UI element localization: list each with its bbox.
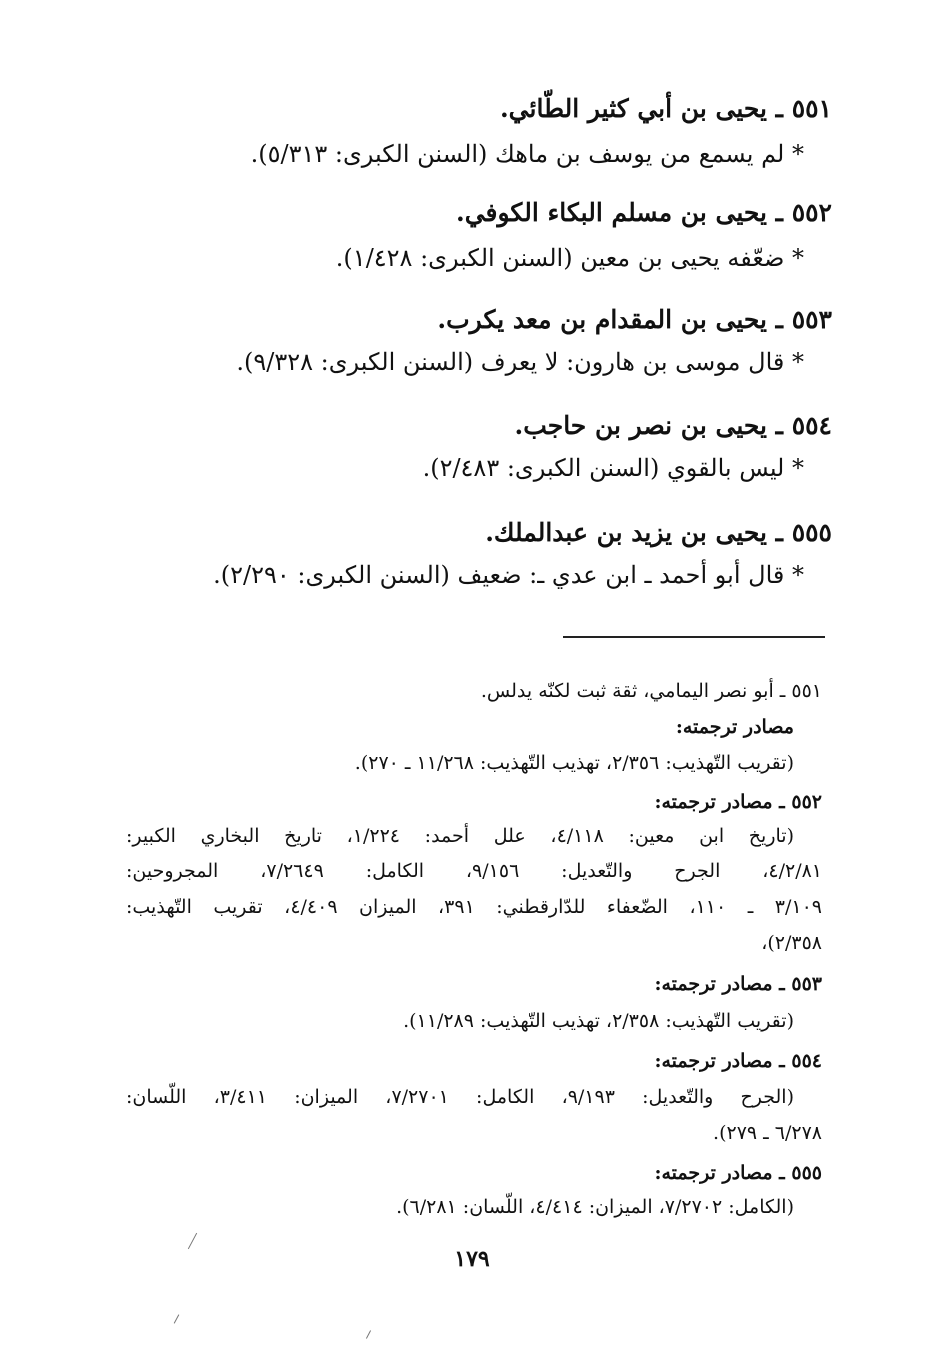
entry-note-555: * قال أبو أحمد ـ ابن عدي ـ: ضعيف (السنن الكبرى: ٢/٢٩٠). bbox=[213, 561, 804, 589]
footnote-551-sources-heading: مصادر ترجمته: bbox=[675, 716, 794, 738]
footnote-551-sources: (تقريب التّهذيب: ٢/٣٥٦، تهذيب التّهذيب: ١١/٢٦٨ ـ ٢٧٠). bbox=[354, 752, 794, 774]
footnote-552-line-1: (تاريخ ابن معين: ٤/١١٨، علل أحمد: ١/٢٢٤، تاريخ البخاري الكبير: bbox=[126, 825, 795, 847]
entry-note-554: * ليس بالقوي (السنن الكبرى: ٢/٤٨٣). bbox=[422, 454, 804, 482]
scan-mark bbox=[174, 1314, 180, 1323]
page-number: ١٧٩ bbox=[454, 1246, 490, 1272]
footnote-554-line-1: (الجرح والتّعديل: ٩/١٩٣، الكامل: ٧/٢٧٠١، الميزان: ٣/٤١١، اللّسان: bbox=[126, 1086, 794, 1108]
entry-note-552: * ضعّفه يحيى بن معين (السنن الكبرى: ١/٤٢٨). bbox=[335, 244, 804, 272]
entry-title-551: ٥٥١ ـ يحيى بن أبي كثير الطّائي. bbox=[499, 94, 832, 123]
footnote-554-heading: ٥٥٤ ـ مصادر ترجمته: bbox=[654, 1050, 822, 1072]
scan-mark bbox=[366, 1330, 371, 1338]
footnote-551-description: ٥٥١ ـ أبو نصر اليمامي، ثقة ثبت لكنّه يدلس. bbox=[480, 680, 822, 702]
footnote-552-heading: ٥٥٢ ـ مصادر ترجمته: bbox=[654, 791, 822, 813]
footnote-553-sources: (تقريب التّهذيب: ٢/٣٥٨، تهذيب التّهذيب: ١١/٢٨٩). bbox=[403, 1010, 794, 1032]
footnote-553-heading: ٥٥٣ ـ مصادر ترجمته: bbox=[654, 973, 822, 995]
entry-title-554: ٥٥٤ ـ يحيى بن نصر بن حاجب. bbox=[514, 411, 832, 440]
entry-title-555: ٥٥٥ ـ يحيى بن يزيد بن عبدالملك. bbox=[485, 518, 832, 547]
footnote-555-heading: ٥٥٥ ـ مصادر ترجمته: bbox=[654, 1162, 822, 1184]
entry-title-552: ٥٥٢ ـ يحيى بن مسلم البكاء الكوفي. bbox=[456, 198, 832, 227]
footnote-554-line-2: ٦/٢٧٨ ـ ٢٧٩). bbox=[713, 1122, 822, 1144]
footnote-552-line-2: ٤/٢/٨١، الجرح والتّعديل: ٩/١٥٦، الكامل: ٧/٢٦٤٩، المجروحين: bbox=[126, 860, 823, 882]
entry-note-553: * قال موسى بن هارون: لا يعرف (السنن الكبرى: ٩/٣٢٨). bbox=[236, 348, 804, 376]
entry-note-551: * لم يسمع من يوسف بن ماهك (السنن الكبرى: ٥/٣١٣). bbox=[250, 140, 804, 168]
entry-title-553: ٥٥٣ ـ يحيى بن المقدام بن معد يكرب. bbox=[437, 305, 832, 334]
footnote-552-line-4: ٢/٣٥٨)، bbox=[761, 932, 822, 954]
footnote-555-sources: (الكامل: ٧/٢٧٠٢، الميزان: ٤/٤١٤، اللّسان: ٦/٢٨١). bbox=[396, 1196, 794, 1218]
footnote-552-line-3: ٣/١٠٩ ـ ١١٠، الضّعفاء للدّارقطني: ٣٩١، الميزان ٤/٤٠٩، تقريب التّهذيب: bbox=[126, 896, 822, 918]
footnote-divider bbox=[563, 636, 825, 638]
